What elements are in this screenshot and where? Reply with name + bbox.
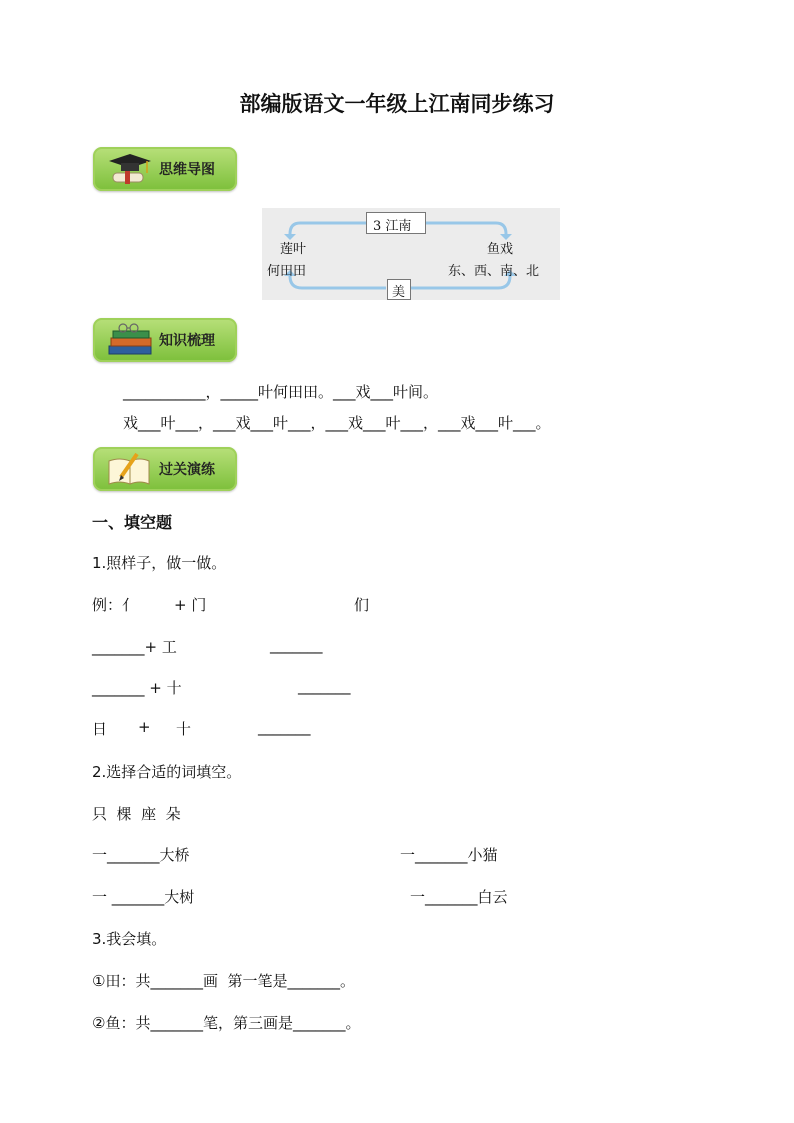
section-badge-mind-map: [93, 147, 237, 191]
q1-row3-b: 十: [176, 720, 192, 738]
q1-example-label: 例：亻: [92, 596, 138, 614]
mind-map: [262, 208, 560, 300]
q3-b: ②鱼：共_______笔，第三画是_______。: [92, 1014, 361, 1032]
knowledge-line-1: ___________，_____叶何田田。___戏___叶间。: [123, 383, 439, 401]
section-badge-knowledge: [93, 318, 237, 362]
mind-map-right-top: 鱼戏: [487, 242, 514, 257]
q2-row2-left: 一 _______大树: [92, 888, 195, 906]
q2-row1-right: 一_______小猫: [400, 846, 498, 864]
q3-a: ①田：共_______画 第一笔是_______。: [92, 972, 355, 990]
mind-map-bottom: 美: [392, 285, 406, 300]
notebook-pencil-icon: [103, 451, 157, 487]
q1-row2-answer: _______: [298, 677, 351, 695]
q3-prompt: 3.我会填。: [92, 930, 167, 948]
q1-row1-blank: _______+ 工: [92, 638, 177, 656]
books-icon: [103, 322, 157, 358]
mind-map-left-top: 莲叶: [280, 242, 307, 257]
section-label: 知识梳理: [159, 333, 215, 349]
q2-options: 只 棵 座 朵: [92, 805, 181, 823]
q1-row3-a: 日: [92, 720, 108, 738]
q1-row3-plus: +: [138, 718, 151, 736]
q1-example-plus: + 门: [174, 596, 207, 614]
section-badge-practice: [93, 447, 237, 491]
q1-row2-blank: _______ + 十: [92, 679, 182, 697]
q2-row1-left: 一_______大桥: [92, 846, 190, 864]
page-title: 部编版语文一年级上江南同步练习: [239, 92, 555, 116]
section-label: 思维导图: [159, 162, 215, 178]
mind-map-center-box: [366, 212, 426, 234]
exercise-heading: 一、填空题: [92, 513, 173, 532]
mind-map-center: 3 江南: [373, 219, 412, 234]
q1-row1-answer: _______: [270, 636, 323, 654]
q2-prompt: 2.选择合适的词填空。: [92, 763, 242, 781]
mind-map-right-bottom: 东、西、南、北: [448, 264, 540, 279]
q2-row2-right: 一_______白云: [410, 888, 508, 906]
section-label: 过关演练: [159, 462, 215, 478]
mind-map-bottom-box: [387, 279, 411, 300]
q1-prompt: 1.照样子，做一做。: [92, 554, 227, 572]
q1-example-result: 们: [354, 596, 370, 614]
knowledge-line-2: 戏___叶___，___戏___叶___，___戏___叶___，___戏___叶___。: [123, 414, 551, 432]
q1-row3-answer: _______: [258, 718, 311, 736]
graduation-cap-icon: [103, 151, 157, 187]
mind-map-left-bottom: 何田田: [267, 264, 307, 279]
